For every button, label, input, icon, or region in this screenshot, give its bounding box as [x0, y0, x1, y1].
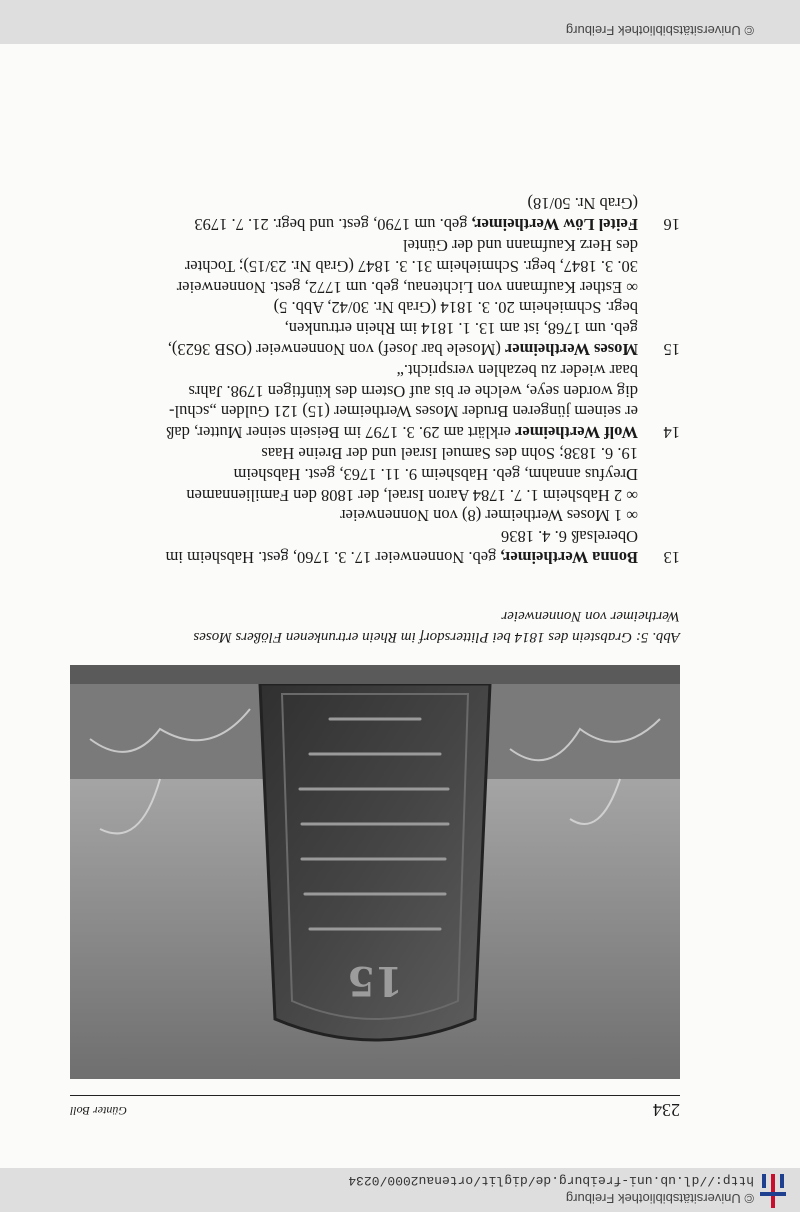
stone-number: 15: [347, 957, 403, 1004]
entry-text: geb. um 1790, gest. und begr. 21. 7. 1793: [194, 215, 472, 235]
entry-text: er seinem jüngeren Bruder Moses Wertheimer (15) 121 Gulden „schul-: [169, 402, 638, 422]
entry-text: begr. Schmieheim 20. 3. 1814 (Grab Nr. 30/42, Abb. 5): [273, 298, 638, 318]
entry-text: erklärt am 29. 3. 1797 im Beisein seiner Mutter, daß: [166, 423, 516, 443]
entry-number: 15: [663, 340, 680, 360]
entry-text: dig worden seye, welche er bis auf Ostern des künftigen 1798. Jahrs: [188, 381, 638, 401]
viewer-bar-top: [0, 1168, 800, 1212]
caption-line: Abb. 5: Grabstein des 1814 bei Plittersdorf im Rhein ertrunkenen Flößers Moses: [193, 629, 680, 645]
entry-text: geb. um 1768, ist am 13. 1. 1814 im Rhein ertrunken,: [284, 319, 638, 339]
caption-line: Wertheimer von Nonnenweier: [501, 608, 680, 624]
entry-16: [70, 193, 680, 235]
entry-number: 16: [663, 215, 680, 235]
entry-14: [70, 359, 680, 442]
entry-text: baar wieder zu bezahlen verspricht.“: [396, 360, 638, 380]
entry-text: 19. 6. 1838; Sohn des Samuel Israel und der Breine Haas: [261, 444, 638, 464]
running-author: Günter Boll: [70, 1104, 127, 1118]
genealogy-entries: [70, 193, 680, 567]
figure-caption: [70, 605, 680, 647]
entry-text: 30. 3. 1847, begr. Schmieheim 31. 3. 1847 (Grab Nr. 23/15); Tochter: [184, 256, 638, 276]
entry-text: geb. Nonnenweier 17. 3. 1760, gest. Habsheim im: [165, 548, 501, 567]
page-number: 234: [653, 1100, 680, 1120]
person-name: Moses Wertheimer: [504, 340, 638, 360]
entry-text: (Grab Nr. 50/18): [527, 194, 638, 214]
running-header: [70, 1095, 680, 1120]
person-name: Wolf Wertheimer: [515, 423, 638, 443]
entry-text: ∞ Esther Kaufmann von Lichtenau, geb. um 1772, gest. Nonnenweier: [176, 277, 638, 297]
viewer-bar-bottom: [0, 0, 800, 44]
person-name: Bonna Wertheimer,: [500, 548, 638, 567]
copyright-credit: © Universitätsbibliothek Freiburg: [565, 23, 754, 38]
entry-text: (Mosele bar Josef) von Nonnenweier (OSB 3623),: [167, 340, 505, 360]
person-name: Feitel Löw Wertheimer,: [471, 215, 638, 235]
gravestone-photo: [70, 665, 680, 1079]
entry-text: ∞ 2 Habsheim 1. 7. 1784 Aaron Israel, der 1808 den Familiennamen: [186, 485, 638, 505]
entry-text: Dreyfus annahm, geb. Habsheim 9. 11. 1763, gest. Habsheim: [233, 464, 638, 484]
entry-number: 14: [663, 423, 680, 443]
entry-text: Oberelsaß 6. 4. 1836: [500, 527, 638, 547]
entry-text: ∞ 1 Moses Wertheimer (8) von Nonnenweier: [340, 506, 638, 526]
entry-13: [70, 442, 680, 567]
entry-number: 13: [663, 548, 680, 567]
library-logo-icon: [760, 1174, 786, 1208]
source-url[interactable]: http://dl.ub.uni-freiburg.de/diglit/ortenau2000/0234: [348, 1173, 754, 1188]
copyright-credit: © Universitätsbibliothek Freiburg: [565, 1191, 754, 1206]
entry-15: [70, 234, 680, 359]
entry-text: des Herz Kaufmann und der Güntel: [402, 236, 638, 256]
